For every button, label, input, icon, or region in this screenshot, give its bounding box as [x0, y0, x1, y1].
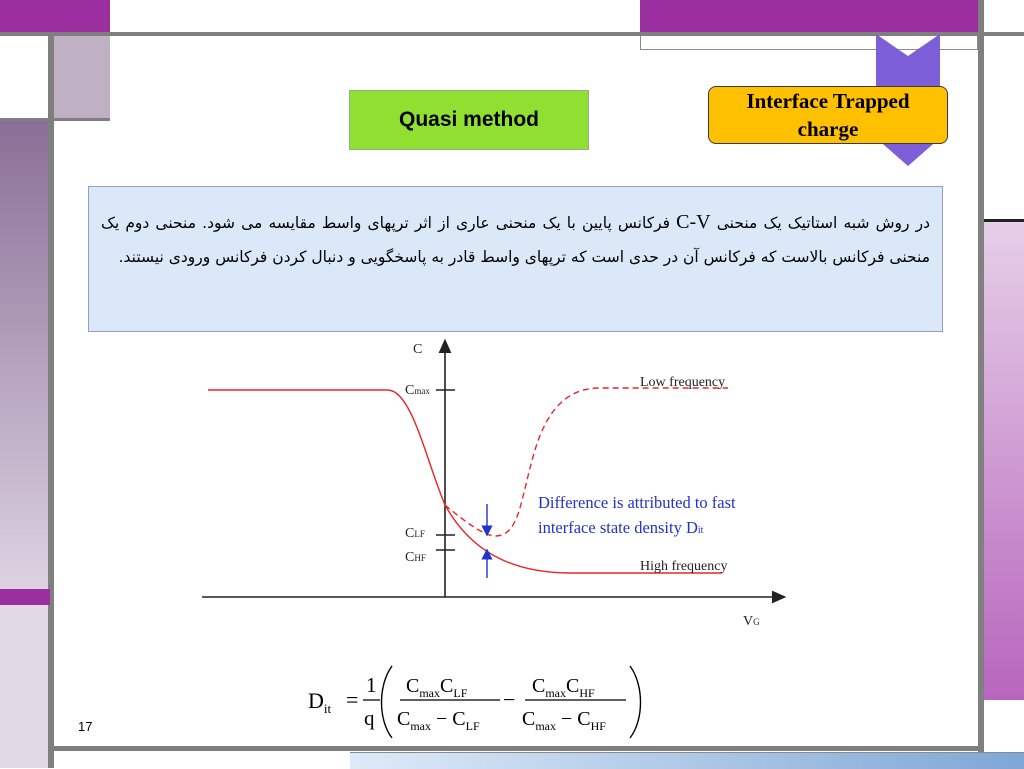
decor-left-gradient-bar [0, 121, 48, 589]
decor-left-rule [48, 36, 54, 768]
formula-frac1-denominator: $C_{max} - C_{LF}$ [397, 708, 480, 733]
paragraph-start: در روش شبه استاتیک یک منحنی [710, 214, 930, 232]
formula-left-paren [382, 666, 393, 738]
decor-left-purple-band [0, 589, 50, 605]
chf-label: CHF [405, 550, 426, 565]
decor-left-lower-gray [0, 605, 48, 768]
page-number: 17 [78, 719, 93, 734]
paragraph-end: فرکانس پایین با یک منحنی عاری از اثر ترپهای واسط مقایسه می شود. منحنی دوم یک منحنی فرکانس بالاست که فرکانس آن در حدی است که ترپهای واسط قادر به پاسخگویی و دنبال کردن فرکانس ورودی نیستند. [101, 214, 930, 266]
formula-q: q [364, 706, 375, 730]
high-frequency-label: High frequency [640, 559, 728, 574]
y-axis-label: C [413, 342, 423, 357]
formula-frac2-denominator: $C_{max} - C_{HF}$ [522, 708, 606, 733]
formula-right-paren [630, 666, 641, 738]
cv-figure [196, 336, 796, 636]
annotation-line-1: Difference is attributed to fast [538, 493, 736, 512]
paragraph-cv: C-V [676, 211, 711, 233]
formula-equals: = [346, 687, 359, 712]
decor-gray-square [54, 36, 110, 120]
formula-lhs: $D_{it}$ [308, 688, 332, 716]
high-frequency-curve [208, 390, 722, 573]
slide-title: Quasi method [349, 90, 589, 150]
formula-minus: − [503, 687, 516, 712]
formula-frac2-numerator: $C_{max}C_{HF}$ [532, 675, 595, 700]
x-axis-label: VG [743, 614, 760, 629]
topic-tag: Interface Trapped charge [708, 86, 948, 144]
cmax-label: Cmax [405, 383, 430, 398]
formula-one: 1 [366, 673, 377, 697]
decor-bottom-rule [54, 746, 984, 751]
low-frequency-label: Low frequency [640, 375, 726, 390]
decor-bottom-blue-bar [350, 752, 1024, 769]
decor-top-left-purple [0, 0, 110, 32]
annotation-line-2: interface state density Dit [538, 518, 704, 537]
decor-top-right-purple [640, 0, 978, 32]
dit-formula [300, 660, 650, 742]
decor-right-gradient-bar [984, 222, 1024, 700]
clf-label: CLF [405, 526, 425, 541]
formula-frac1-numerator: $C_{max}C_{LF}$ [406, 675, 468, 700]
description-paragraph [88, 186, 943, 332]
